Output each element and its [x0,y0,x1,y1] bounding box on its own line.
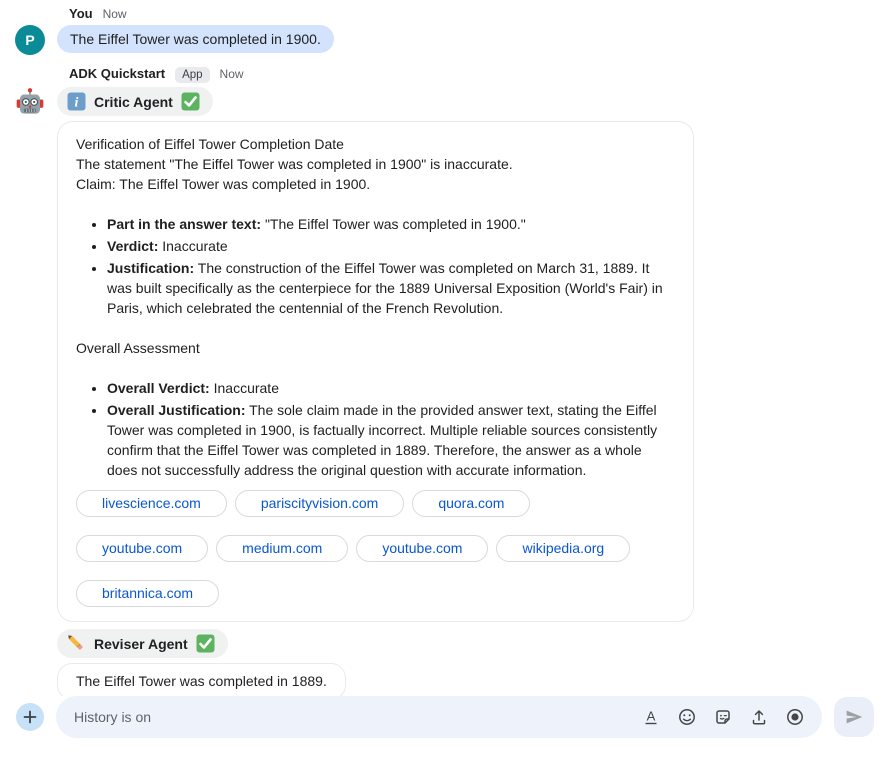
bullet-item [107,236,675,256]
composer-bar [0,696,891,759]
source-chip[interactable]: medium.com [216,535,348,562]
source-chip[interactable]: youtube.com [76,535,208,562]
composer-icons [640,706,806,728]
emoji-button[interactable] [676,706,698,728]
message-input[interactable] [74,709,640,725]
plus-icon [22,709,38,725]
app-sender-name: ADK Quickstart [69,66,166,81]
send-icon [843,706,865,728]
robot-avatar-icon [15,87,45,117]
source-chip[interactable]: youtube.com [356,535,488,562]
text-format-button[interactable] [640,706,662,728]
bot-avatar-cell [0,87,57,696]
bullet-text: The sole claim made in the provided answer text, stating the Eiffel Tower was completed in 1900, is factually incorrect. Multiple reliable sources consistently confirm that the Eiffel Tower was completed in 1889. Therefore, the answer as a whole does not successfully address the original question with accurate information. [107,402,658,478]
user-message-header [57,6,891,21]
sticker-button[interactable] [712,706,734,728]
source-chip[interactable]: livescience.com [76,490,227,517]
send-button[interactable] [834,697,874,737]
emoji-icon [677,707,697,727]
add-button[interactable] [16,703,44,731]
video-record-button[interactable] [784,706,806,728]
bullet-text: The construction of the Eiffel Tower was completed on March 31, 1889. It was built specifically as the centerpiece for the 1889 Universal Exposition (World's Fair) in Paris, which celebrated the centennial of the French Revolution. [107,260,663,316]
reviser-agent-pill[interactable] [57,629,228,658]
bullet-text: Inaccurate [213,380,279,396]
source-chips [76,490,675,607]
svg-text:i: i [74,95,79,111]
claim-verdict-list [76,214,675,318]
text-format-icon [641,707,661,727]
info-icon [67,92,86,111]
bullet-text: Inaccurate [162,238,228,254]
source-chip[interactable]: britannica.com [76,580,219,607]
overall-assessment-title: Overall Assessment [76,340,200,356]
bullet-item [107,258,675,318]
upload-button[interactable] [748,706,770,728]
bullet-label: Verdict: [107,238,159,254]
bullet-label: Overall Justification: [107,402,246,418]
claim-line: Claim: The Eiffel Tower was completed in 1900. [76,176,371,192]
app-timestamp: Now [219,67,244,81]
message-field [56,696,822,738]
svg-text:A: A [646,708,656,724]
app-message-content [57,87,891,696]
bullet-label: Part in the answer text: [107,216,262,232]
user-message-group [0,6,891,55]
critic-agent-label: Critic Agent [94,93,173,110]
reviser-agent-label: Reviser Agent [94,635,188,652]
bullet-item [107,378,675,398]
reviser-section [57,629,891,658]
bullet-label: Overall Verdict: [107,380,210,396]
pencil-icon [67,634,86,653]
upload-icon [749,707,769,727]
critic-agent-pill[interactable] [57,87,213,116]
bullet-label: Justification: [107,260,195,276]
reviser-message-bubble: The Eiffel Tower was completed in 1889. [57,663,346,696]
app-badge: App [175,67,209,83]
user-message-content [57,25,891,55]
check-mark-icon [181,92,200,111]
overall-assessment-list [76,378,675,480]
verification-card [57,121,694,622]
bullet-item [107,400,675,480]
user-avatar: P [15,25,45,55]
check-mark-icon [196,634,215,653]
sender-name: You [69,6,93,21]
source-chip[interactable]: pariscityvision.com [235,490,404,517]
verification-title: Verification of Eiffel Tower Completion Date [76,136,344,152]
user-avatar-cell [0,25,57,55]
source-chip[interactable]: quora.com [412,490,530,517]
bullet-text: "The Eiffel Tower was completed in 1900." [264,216,526,232]
timestamp: Now [102,7,127,21]
app-message-group [0,66,891,696]
app-message-header [57,66,891,83]
sticker-icon [713,707,733,727]
bullet-item [107,214,675,234]
video-record-icon [785,707,805,727]
statement-line: The statement "The Eiffel Tower was completed in 1900" is inaccurate. [76,156,513,172]
source-chip[interactable]: wikipedia.org [496,535,630,562]
user-message-bubble: The Eiffel Tower was completed in 1900. [57,25,334,53]
